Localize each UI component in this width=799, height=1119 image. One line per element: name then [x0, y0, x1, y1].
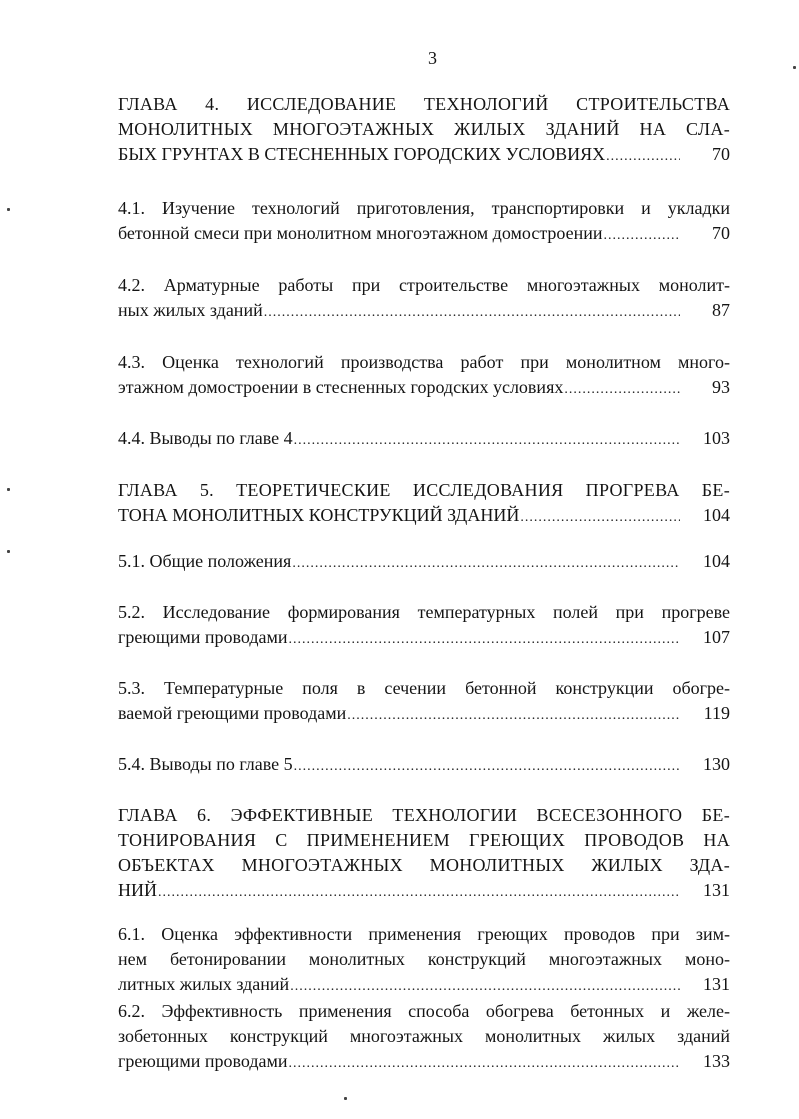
toc-entry-text-line: ГЛАВА 6. ЭФФЕКТИВНЫЕ ТЕХНОЛОГИИ ВСЕСЕЗОННОГО БЕ-: [118, 805, 730, 825]
toc-entry-text-line: 4.2. Арматурные работы при строительстве многоэтажных монолит-: [118, 275, 730, 295]
toc-page-number: 103: [703, 428, 730, 448]
toc-entry-text-line: греющими проводами: [118, 1051, 288, 1071]
toc-entry-section-5-1: [118, 549, 730, 576]
toc-entry-last-line: [118, 549, 730, 576]
toc-entry-last-line: [118, 752, 730, 779]
toc-entry-last-line: [118, 625, 730, 652]
toc-entry-chapter-4: [118, 92, 730, 169]
toc-entry-last-line: [118, 142, 730, 169]
toc-entry-section-6-2: [118, 999, 730, 1076]
toc-entry-chapter-6: [118, 803, 730, 905]
toc-entry-text-line: 5.2. Исследование формирования температурных полей при прогреве: [118, 602, 730, 622]
toc-entry-last-line: [118, 1049, 730, 1076]
dot-leader: [158, 880, 680, 905]
dot-leader: [606, 144, 680, 169]
toc-entry-section-4-2: [118, 273, 730, 325]
toc-entry-text-line: этажном домостроении в стесненных городских условиях: [118, 377, 564, 397]
scan-speck: [344, 1097, 347, 1100]
toc-entry-text-line: литных жилых зданий: [118, 974, 290, 994]
toc-entry-text-line: 4.3. Оценка технологий производства работ при монолитном много-: [118, 352, 730, 372]
toc-page-number: 104: [703, 551, 730, 571]
toc-page-number: 133: [703, 1051, 730, 1071]
toc-entry-text-line: 6.2. Эффективность применения способа обогрева бетонных и желе-: [118, 1001, 730, 1021]
dot-leader: [520, 505, 680, 530]
toc-entry-last-line: [118, 426, 730, 453]
toc-entry-chapter-5: [118, 478, 730, 530]
toc-page-number: 131: [703, 974, 730, 994]
toc-entry-text-line: ТОНИРОВАНИЯ С ПРИМЕНЕНИЕМ ГРЕЮЩИХ ПРОВОДОВ НА: [118, 830, 730, 850]
toc-entry-text-line: 4.1. Изучение технологий приготовления, транспортировки и укладки: [118, 198, 730, 218]
toc-entry-text-line: НИЙ: [118, 880, 157, 900]
toc-page-number: 119: [703, 703, 730, 723]
dot-leader: [604, 223, 680, 248]
toc-entry-section-4-1: [118, 196, 730, 248]
toc-entry-last-line: [118, 298, 730, 325]
toc-entry-text-line: ваемой греющими проводами: [118, 703, 347, 723]
toc-page-number: 87: [712, 300, 730, 320]
dot-leader: [290, 974, 680, 999]
toc-entry-last-line: [118, 972, 730, 999]
toc-entry-section-5-2: [118, 600, 730, 652]
toc-entry-text-line: 5.3. Температурные поля в сечении бетонной конструкции обогре-: [118, 678, 730, 698]
toc-entry-section-4-4: [118, 426, 730, 453]
toc-page-number: 70: [712, 144, 730, 164]
toc-page-number: 93: [712, 377, 730, 397]
dot-leader: [294, 428, 680, 453]
dot-leader: [289, 627, 681, 652]
toc-entry-text-line: БЫХ ГРУНТАХ В СТЕСНЕННЫХ ГОРОДСКИХ УСЛОВИЯХ: [118, 144, 606, 164]
toc-entry-section-5-3: [118, 676, 730, 728]
toc-entry-text-line: 6.1. Оценка эффективности применения греющих проводов при зим-: [118, 924, 730, 944]
dot-leader: [347, 703, 680, 728]
toc-page-number: 104: [703, 505, 730, 525]
toc-entry-text-line: 5.4. Выводы по главе 5: [118, 754, 293, 774]
toc-entry-text-line: МОНОЛИТНЫХ МНОГОЭТАЖНЫХ ЖИЛЫХ ЗДАНИЙ НА СЛА-: [118, 119, 730, 139]
toc-page-number: 70: [712, 223, 730, 243]
table-of-contents: [118, 92, 730, 1076]
toc-entry-last-line: [118, 221, 730, 248]
toc-entry-text-line: ГЛАВА 5. ТЕОРЕТИЧЕСКИЕ ИССЛЕДОВАНИЯ ПРОГРЕВА БЕ-: [118, 480, 730, 500]
dot-leader: [292, 551, 680, 576]
toc-page-number: 107: [703, 627, 730, 647]
dot-leader: [294, 754, 680, 779]
dot-leader: [289, 1051, 681, 1076]
toc-entry-text-line: нем бетонировании монолитных конструкций многоэтажных моно-: [118, 949, 730, 969]
toc-entry-last-line: [118, 878, 730, 905]
toc-entry-text-line: ГЛАВА 4. ИССЛЕДОВАНИЕ ТЕХНОЛОГИЙ СТРОИТЕЛЬСТВА: [118, 94, 730, 114]
toc-entry-text-line: греющими проводами: [118, 627, 288, 647]
toc-entry-text-line: 4.4. Выводы по главе 4: [118, 428, 293, 448]
toc-entry-last-line: [118, 503, 730, 530]
toc-entry-section-4-3: [118, 350, 730, 402]
toc-page-number: 130: [703, 754, 730, 774]
toc-page-number: 131: [703, 880, 730, 900]
toc-entry-section-5-4: [118, 752, 730, 779]
page-number: 3: [428, 48, 437, 68]
scan-speck: [793, 66, 796, 69]
scan-speck: [7, 550, 10, 553]
toc-entry-text-line: ОБЪЕКТАХ МНОГОЭТАЖНЫХ МОНОЛИТНЫХ ЖИЛЫХ ЗДА-: [118, 855, 730, 875]
toc-entry-text-line: бетонной смеси при монолитном многоэтажном домостроении: [118, 223, 603, 243]
scan-speck: [7, 208, 10, 211]
toc-entry-text-line: 5.1. Общие положения: [118, 551, 292, 571]
toc-entry-section-6-1: [118, 922, 730, 999]
toc-entry-last-line: [118, 701, 730, 728]
dot-leader: [264, 300, 680, 325]
dot-leader: [564, 377, 680, 402]
scan-speck: [7, 488, 10, 491]
toc-entry-last-line: [118, 375, 730, 402]
toc-entry-text-line: ТОНА МОНОЛИТНЫХ КОНСТРУКЦИЙ ЗДАНИЙ: [118, 505, 520, 525]
toc-entry-text-line: зобетонных конструкций многоэтажных монолитных жилых зданий: [118, 1026, 730, 1046]
toc-entry-text-line: ных жилых зданий: [118, 300, 263, 320]
